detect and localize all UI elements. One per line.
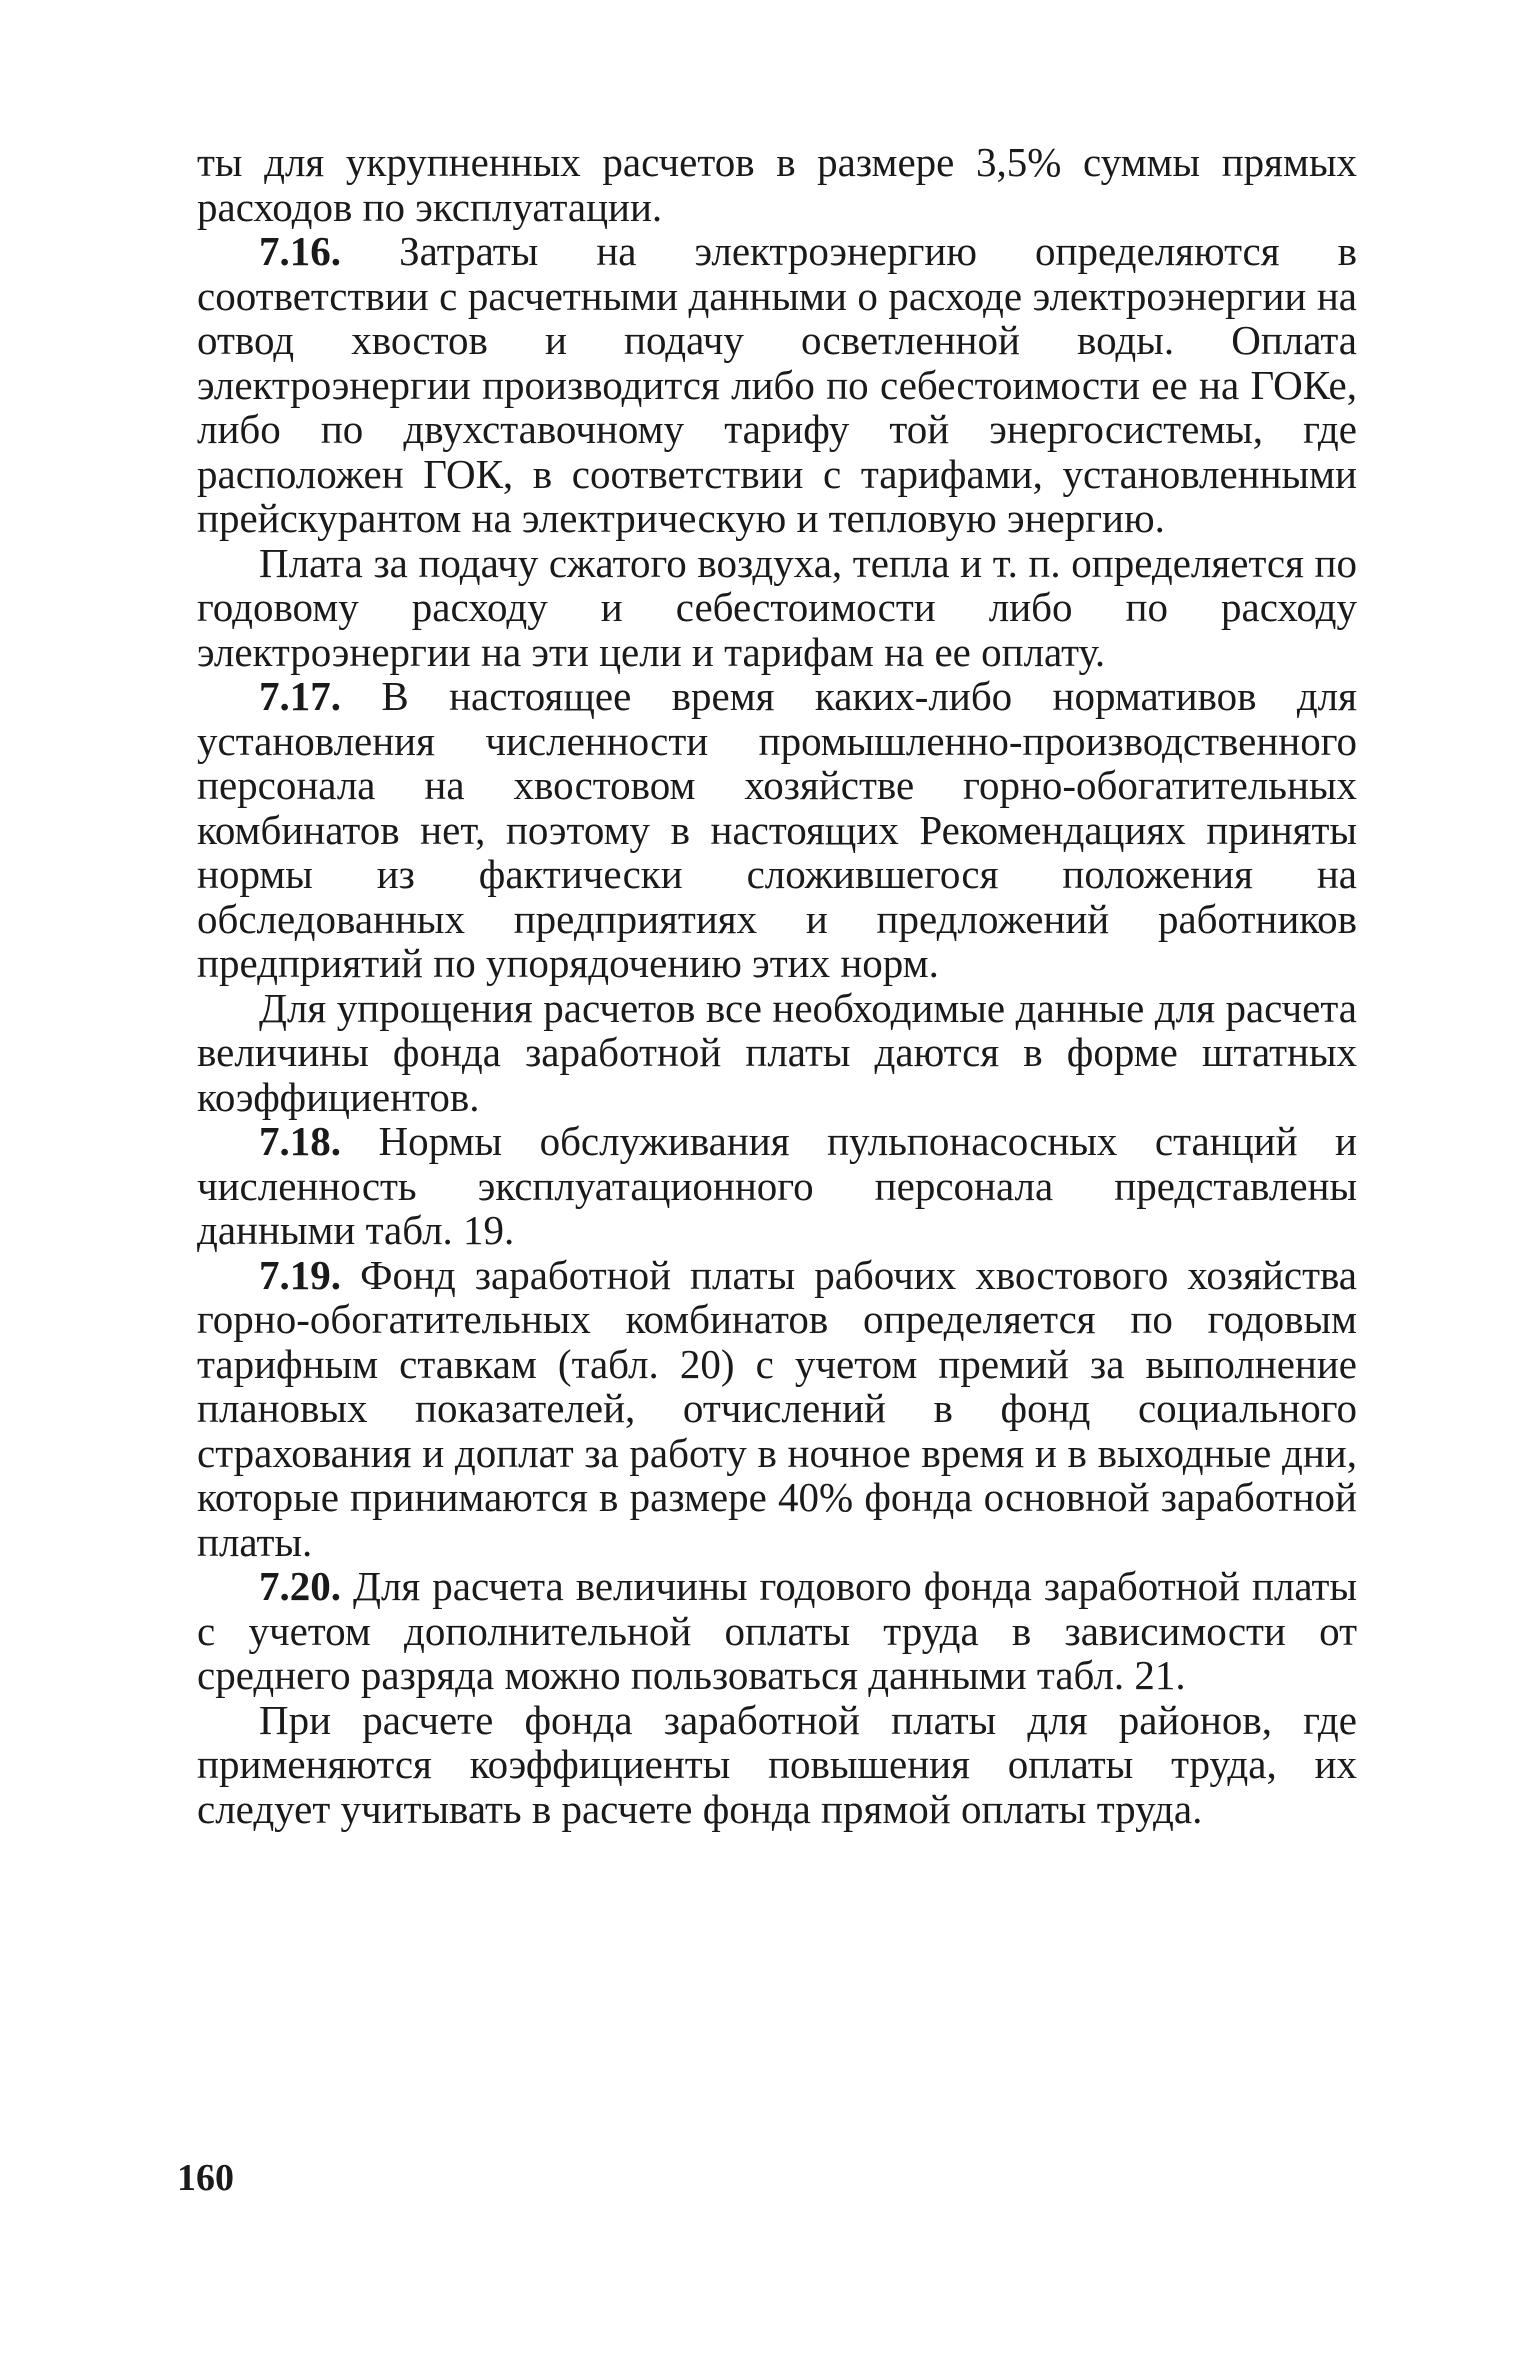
- page-body: [197, 140, 1357, 1831]
- paragraph-air-heat: [197, 541, 1357, 675]
- paragraph-text: При расчете фонда заработной платы для районов, где применяются коэффициенты повышения оплаты труда, их следует учитывать в расчете фонда прямой оплаты труда.: [197, 1696, 1357, 1832]
- paragraph-7-16: [197, 229, 1357, 541]
- paragraph-text: Плата за подачу сжатого воздуха, тепла и т. п. определяется по годовому расходу и себестоимости либо по расходу электроэнергии на эти цели и тарифам на ее оплату.: [197, 539, 1357, 675]
- paragraph-7-18: [197, 1119, 1357, 1253]
- paragraph-continuation: [197, 140, 1357, 229]
- paragraph-number: 7.17.: [259, 673, 341, 719]
- paragraph-number: 7.20.: [259, 1563, 341, 1609]
- paragraph-number: 7.19.: [259, 1251, 341, 1298]
- paragraph-7-17: [197, 674, 1357, 986]
- page-number: 160: [177, 2157, 234, 2199]
- paragraph-text: Для упрощения расчетов все необходимые данные для расчета величины фонда заработной платы даются в форме штатных коэффициентов.: [197, 984, 1357, 1120]
- paragraph-text: В настоящее время каких-либо нормативов для установления численности промышленно-производственного персонала на хвостовом хозяйстве горно-обогатительных комбинатов нет, поэтому в настоящих Рекомендациях приняты нормы из фактически сложившегося положения на обследованных предприятиях и предложений работников предприятий по упорядочению этих норм.: [197, 673, 1357, 986]
- paragraph-number: 7.18.: [259, 1118, 341, 1164]
- paragraph-simplification: [197, 986, 1357, 1120]
- paragraph-text: Затраты на электроэнергию определяются в соответствии с расчетными данными о расходе электроэнергии на отвод хвостов и подачу осветленной воды. Оплата электроэнергии производится либо по себестоимости ее на ГОКе, либо по двухставочному тарифу той энергосистемы, где расположен ГОК, в соответствии с тарифами, установленными прейскурантом на электрическую и тепловую энергию.: [197, 228, 1358, 541]
- paragraph-text: Фонд заработной платы рабочих хвостового хозяйства горно-обогатительных комбинатов определяется по годовым тарифным ставкам (табл. 20) с учетом премий за выполнение плановых показателей, отчислений в фонд социального страхования и доплат за работу в ночное время и в выходные дни, которые принимаются в размере 40% фонда основной заработной платы.: [197, 1251, 1357, 1565]
- paragraph-7-20: [197, 1564, 1357, 1698]
- paragraph-text: Нормы обслуживания пульпонасосных станций и численность эксплуатационного персонала представлены данными табл. 19.: [197, 1118, 1357, 1253]
- paragraph-7-19: [197, 1253, 1357, 1565]
- paragraph-text: Для расчета величины годового фонда заработной платы с учетом дополнительной оплаты труда в зависимости от среднего разряда можно пользоваться данными табл. 21.: [197, 1563, 1357, 1698]
- paragraph-number: 7.16.: [259, 228, 341, 274]
- paragraph-text: ты для укрупненных расчетов в размере 3,5% суммы прямых расходов по эксплуатации.: [197, 139, 1357, 230]
- paragraph-regional-coefficients: [197, 1698, 1357, 1832]
